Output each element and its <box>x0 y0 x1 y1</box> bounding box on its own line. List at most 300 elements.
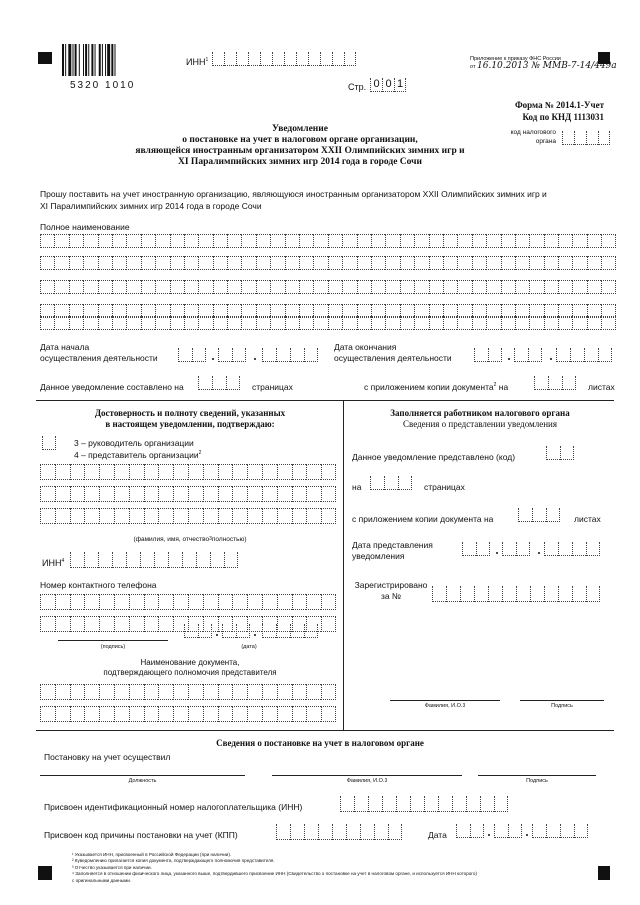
input-cell[interactable] <box>227 316 241 330</box>
input-cell[interactable] <box>69 280 83 294</box>
input-cell[interactable] <box>144 706 159 722</box>
input-cell[interactable] <box>114 508 129 524</box>
input-cell[interactable] <box>170 316 184 330</box>
input-cell[interactable] <box>213 316 227 330</box>
input-cell[interactable] <box>354 796 368 812</box>
input-cell[interactable] <box>562 131 574 145</box>
input-cell[interactable] <box>203 486 218 502</box>
pages-count-cells[interactable] <box>198 376 240 390</box>
input-cell[interactable] <box>218 464 233 480</box>
input-cell[interactable] <box>198 256 212 270</box>
input-cell[interactable] <box>198 234 212 248</box>
input-cell[interactable] <box>544 280 558 294</box>
input-cell[interactable] <box>99 486 114 502</box>
input-cell[interactable] <box>562 376 576 390</box>
input-cell[interactable] <box>480 796 494 812</box>
input-cell[interactable] <box>256 234 270 248</box>
input-cell[interactable] <box>55 684 70 700</box>
input-cell[interactable] <box>213 234 227 248</box>
input-cell[interactable] <box>410 796 424 812</box>
input-cell[interactable] <box>99 706 114 722</box>
input-cell[interactable] <box>306 486 321 502</box>
input-cell[interactable] <box>598 348 612 362</box>
input-cell[interactable] <box>587 256 601 270</box>
input-cell[interactable] <box>212 52 224 66</box>
input-cell[interactable] <box>270 256 284 270</box>
input-cell[interactable] <box>188 486 203 502</box>
input-cell[interactable] <box>154 552 168 568</box>
input-cell[interactable] <box>285 280 299 294</box>
input-cell[interactable] <box>69 256 83 270</box>
input-cell[interactable] <box>218 594 233 610</box>
input-cell[interactable] <box>98 316 112 330</box>
input-cell[interactable] <box>486 256 500 270</box>
input-cell[interactable] <box>98 552 112 568</box>
input-cell[interactable] <box>357 280 371 294</box>
input-cell[interactable] <box>218 706 233 722</box>
input-cell[interactable] <box>342 256 356 270</box>
input-cell[interactable] <box>232 684 247 700</box>
input-cell[interactable] <box>277 508 292 524</box>
input-cell[interactable] <box>144 508 159 524</box>
input-cell[interactable] <box>587 234 601 248</box>
input-cell[interactable] <box>241 234 255 248</box>
input-cell[interactable] <box>192 348 206 362</box>
input-cell[interactable] <box>572 586 586 602</box>
input-cell[interactable] <box>198 624 212 638</box>
input-cell[interactable] <box>276 624 290 638</box>
input-cell[interactable] <box>173 594 188 610</box>
input-cell[interactable] <box>184 280 198 294</box>
input-cell[interactable] <box>584 348 598 362</box>
input-cell[interactable] <box>385 280 399 294</box>
input-cell[interactable] <box>486 316 500 330</box>
input-cell[interactable] <box>529 256 543 270</box>
input-cell[interactable] <box>218 508 233 524</box>
input-cell[interactable] <box>529 234 543 248</box>
input-cell[interactable] <box>516 542 530 556</box>
input-cell[interactable] <box>84 684 99 700</box>
input-cell[interactable] <box>226 376 240 390</box>
input-cell[interactable] <box>129 594 144 610</box>
input-cell[interactable] <box>144 464 159 480</box>
input-cell[interactable] <box>210 552 224 568</box>
input-cell[interactable] <box>558 234 572 248</box>
full-name-row-3[interactable] <box>40 280 616 294</box>
input-cell[interactable] <box>558 280 572 294</box>
input-cell[interactable] <box>140 552 154 568</box>
input-cell[interactable] <box>382 796 396 812</box>
input-cell[interactable] <box>272 52 284 66</box>
input-cell[interactable] <box>129 706 144 722</box>
input-cell[interactable] <box>155 234 169 248</box>
input-cell[interactable] <box>40 316 54 330</box>
input-cell[interactable] <box>129 684 144 700</box>
input-cell[interactable] <box>284 52 296 66</box>
full-name-row-1[interactable] <box>40 234 616 248</box>
fio-row-2[interactable] <box>40 486 336 502</box>
input-cell[interactable] <box>170 234 184 248</box>
input-cell[interactable] <box>374 824 388 840</box>
input-cell[interactable] <box>141 316 155 330</box>
input-cell[interactable] <box>488 586 502 602</box>
input-cell[interactable] <box>318 824 332 840</box>
input-cell[interactable] <box>84 508 99 524</box>
input-cell[interactable] <box>158 508 173 524</box>
input-cell[interactable] <box>141 234 155 248</box>
input-cell[interactable] <box>587 280 601 294</box>
input-cell[interactable] <box>515 280 529 294</box>
input-cell[interactable] <box>55 594 70 610</box>
input-cell[interactable] <box>247 684 262 700</box>
input-cell[interactable] <box>470 824 484 838</box>
input-cell[interactable] <box>54 256 68 270</box>
input-cell[interactable] <box>472 234 486 248</box>
input-cell[interactable] <box>276 348 290 362</box>
input-cell[interactable] <box>54 234 68 248</box>
input-cell[interactable] <box>155 280 169 294</box>
input-cell[interactable] <box>277 706 292 722</box>
input-cell[interactable] <box>516 586 530 602</box>
input-cell[interactable] <box>129 464 144 480</box>
input-cell[interactable] <box>114 486 129 502</box>
input-cell[interactable] <box>112 552 126 568</box>
input-cell[interactable] <box>83 280 97 294</box>
start-date-day[interactable] <box>178 348 206 362</box>
input-cell[interactable] <box>188 508 203 524</box>
input-cell[interactable] <box>232 486 247 502</box>
input-cell[interactable] <box>262 594 277 610</box>
input-cell[interactable] <box>308 52 320 66</box>
full-name-row-5[interactable] <box>40 316 616 330</box>
input-cell[interactable] <box>342 280 356 294</box>
input-cell[interactable] <box>304 348 318 362</box>
input-cell[interactable] <box>248 52 260 66</box>
input-cell[interactable] <box>276 824 290 840</box>
input-cell[interactable] <box>112 280 126 294</box>
bottom-date-year[interactable] <box>532 824 588 838</box>
input-cell[interactable] <box>40 684 55 700</box>
signer-inn-cells[interactable] <box>70 552 238 568</box>
input-cell[interactable] <box>328 280 342 294</box>
input-cell[interactable] <box>548 376 562 390</box>
input-cell[interactable] <box>262 684 277 700</box>
input-cell[interactable] <box>432 586 446 602</box>
input-cell[interactable] <box>476 542 490 556</box>
input-cell[interactable] <box>414 280 428 294</box>
input-cell[interactable] <box>40 464 55 480</box>
input-cell[interactable] <box>544 542 558 556</box>
input-cell[interactable] <box>474 586 488 602</box>
input-cell[interactable] <box>572 234 586 248</box>
input-cell[interactable] <box>290 348 304 362</box>
input-cell[interactable] <box>84 594 99 610</box>
input-cell[interactable] <box>262 486 277 502</box>
input-cell[interactable] <box>368 796 382 812</box>
input-cell[interactable] <box>370 476 384 490</box>
input-cell[interactable] <box>313 256 327 270</box>
registration-number-cells[interactable] <box>432 586 600 602</box>
input-cell[interactable] <box>277 594 292 610</box>
input-cell[interactable] <box>296 52 308 66</box>
input-cell[interactable] <box>328 256 342 270</box>
input-cell[interactable] <box>70 552 84 568</box>
input-cell[interactable] <box>299 280 313 294</box>
input-cell[interactable] <box>40 256 54 270</box>
input-cell[interactable] <box>306 464 321 480</box>
input-cell[interactable] <box>486 234 500 248</box>
input-cell[interactable] <box>218 684 233 700</box>
input-cell[interactable] <box>332 52 344 66</box>
input-cell[interactable] <box>99 508 114 524</box>
input-cell[interactable]: 0 <box>382 78 394 92</box>
input-cell[interactable] <box>346 824 360 840</box>
input-cell[interactable] <box>241 256 255 270</box>
input-cell[interactable] <box>429 256 443 270</box>
phone-row-1[interactable] <box>40 594 336 610</box>
input-cell[interactable] <box>313 316 327 330</box>
input-cell[interactable] <box>141 280 155 294</box>
input-cell[interactable] <box>42 436 56 450</box>
input-cell[interactable] <box>328 234 342 248</box>
input-cell[interactable] <box>141 256 155 270</box>
input-cell[interactable] <box>560 446 574 460</box>
page-number-cells[interactable] <box>370 78 406 92</box>
input-cell[interactable] <box>198 376 212 390</box>
input-cell[interactable] <box>313 280 327 294</box>
input-cell[interactable] <box>443 280 457 294</box>
input-cell[interactable] <box>69 234 83 248</box>
input-cell[interactable] <box>218 486 233 502</box>
input-cell[interactable] <box>601 256 615 270</box>
input-cell[interactable] <box>112 234 126 248</box>
input-cell[interactable] <box>515 256 529 270</box>
input-cell[interactable] <box>270 280 284 294</box>
input-cell[interactable] <box>40 594 55 610</box>
input-cell[interactable] <box>474 348 488 362</box>
input-cell[interactable] <box>129 616 144 632</box>
input-cell[interactable] <box>344 52 356 66</box>
input-cell[interactable] <box>357 256 371 270</box>
input-cell[interactable] <box>277 464 292 480</box>
input-cell[interactable] <box>155 316 169 330</box>
input-cell[interactable] <box>530 586 544 602</box>
input-cell[interactable] <box>170 280 184 294</box>
input-cell[interactable] <box>112 256 126 270</box>
input-cell[interactable] <box>340 796 354 812</box>
input-cell[interactable] <box>400 256 414 270</box>
input-cell[interactable] <box>173 486 188 502</box>
input-cell[interactable] <box>129 508 144 524</box>
input-cell[interactable] <box>114 464 129 480</box>
input-cell[interactable] <box>586 542 600 556</box>
input-cell[interactable] <box>55 464 70 480</box>
input-cell[interactable] <box>241 280 255 294</box>
input-cell[interactable] <box>396 796 410 812</box>
input-cell[interactable] <box>546 446 560 460</box>
input-cell[interactable] <box>70 486 85 502</box>
bottom-date-day[interactable] <box>456 824 484 838</box>
input-cell[interactable] <box>277 486 292 502</box>
input-cell[interactable] <box>501 280 515 294</box>
input-cell[interactable] <box>69 316 83 330</box>
input-cell[interactable] <box>40 486 55 502</box>
input-cell[interactable] <box>70 594 85 610</box>
input-cell[interactable] <box>158 594 173 610</box>
signer-type-cell[interactable] <box>42 436 56 450</box>
input-cell[interactable] <box>158 486 173 502</box>
input-cell[interactable] <box>544 234 558 248</box>
input-cell[interactable] <box>529 280 543 294</box>
input-cell[interactable] <box>586 586 600 602</box>
input-cell[interactable] <box>40 234 54 248</box>
input-cell[interactable] <box>494 796 508 812</box>
input-cell[interactable] <box>224 552 238 568</box>
input-cell[interactable] <box>84 616 99 632</box>
input-cell[interactable] <box>83 234 97 248</box>
input-cell[interactable] <box>224 52 236 66</box>
input-cell[interactable] <box>247 594 262 610</box>
input-cell[interactable] <box>414 316 428 330</box>
input-cell[interactable] <box>544 586 558 602</box>
input-cell[interactable] <box>371 316 385 330</box>
input-cell[interactable] <box>472 316 486 330</box>
input-cell[interactable] <box>227 280 241 294</box>
input-cell[interactable] <box>70 684 85 700</box>
input-cell[interactable] <box>400 280 414 294</box>
input-cell[interactable] <box>40 280 54 294</box>
input-cell[interactable] <box>84 464 99 480</box>
input-cell[interactable] <box>446 586 460 602</box>
input-cell[interactable] <box>213 280 227 294</box>
input-cell[interactable] <box>320 52 332 66</box>
input-cell[interactable] <box>203 594 218 610</box>
input-cell[interactable] <box>247 706 262 722</box>
tax-office-code-cells[interactable] <box>562 131 610 145</box>
input-cell[interactable] <box>184 256 198 270</box>
input-cell[interactable] <box>299 234 313 248</box>
submission-date-year[interactable] <box>544 542 600 556</box>
input-cell[interactable] <box>574 824 588 838</box>
input-cell[interactable] <box>457 256 471 270</box>
input-cell[interactable] <box>572 316 586 330</box>
input-cell[interactable] <box>232 594 247 610</box>
input-cell[interactable] <box>457 280 471 294</box>
input-cell[interactable] <box>184 316 198 330</box>
bottom-date-month[interactable] <box>494 824 522 838</box>
input-cell[interactable] <box>321 486 336 502</box>
input-cell[interactable] <box>321 684 336 700</box>
input-cell[interactable] <box>290 624 304 638</box>
input-cell[interactable] <box>456 824 470 838</box>
fio-row-3[interactable] <box>40 508 336 524</box>
input-cell[interactable] <box>572 280 586 294</box>
input-cell[interactable] <box>546 508 560 522</box>
input-cell[interactable] <box>486 280 500 294</box>
input-cell[interactable] <box>203 684 218 700</box>
input-cell[interactable] <box>544 256 558 270</box>
input-cell[interactable] <box>285 316 299 330</box>
submitted-code-cell[interactable] <box>546 446 574 460</box>
input-cell[interactable] <box>227 234 241 248</box>
input-cell[interactable] <box>429 280 443 294</box>
input-cell[interactable] <box>173 706 188 722</box>
input-cell[interactable] <box>385 316 399 330</box>
input-cell[interactable] <box>292 706 307 722</box>
input-cell[interactable] <box>55 616 70 632</box>
input-cell[interactable] <box>400 316 414 330</box>
input-cell[interactable] <box>502 586 516 602</box>
input-cell[interactable] <box>321 616 336 632</box>
input-cell[interactable] <box>321 706 336 722</box>
input-cell[interactable] <box>429 234 443 248</box>
input-cell[interactable] <box>528 348 542 362</box>
start-date-month[interactable] <box>218 348 246 362</box>
input-cell[interactable] <box>262 508 277 524</box>
input-cell[interactable] <box>270 316 284 330</box>
input-cell[interactable] <box>144 684 159 700</box>
input-cell[interactable] <box>203 464 218 480</box>
input-cell[interactable] <box>256 280 270 294</box>
input-cell[interactable] <box>40 616 55 632</box>
input-cell[interactable] <box>98 234 112 248</box>
input-cell[interactable] <box>40 706 55 722</box>
input-cell[interactable] <box>574 131 586 145</box>
input-cell[interactable] <box>126 280 140 294</box>
input-cell[interactable] <box>518 508 532 522</box>
input-cell[interactable] <box>99 684 114 700</box>
input-cell[interactable] <box>114 706 129 722</box>
input-cell[interactable] <box>129 486 144 502</box>
input-cell[interactable] <box>98 280 112 294</box>
input-cell[interactable] <box>501 316 515 330</box>
input-cell[interactable] <box>227 256 241 270</box>
input-cell[interactable] <box>173 684 188 700</box>
input-cell[interactable] <box>126 316 140 330</box>
input-cell[interactable] <box>357 316 371 330</box>
input-cell[interactable] <box>114 684 129 700</box>
input-cell[interactable] <box>158 616 173 632</box>
input-cell[interactable] <box>196 552 210 568</box>
input-cell[interactable] <box>247 508 262 524</box>
inn-top-cells[interactable] <box>212 52 356 66</box>
start-date-year[interactable] <box>262 348 318 362</box>
input-cell[interactable] <box>462 542 476 556</box>
input-cell[interactable] <box>601 280 615 294</box>
input-cell[interactable] <box>213 256 227 270</box>
input-cell[interactable] <box>598 131 610 145</box>
input-cell[interactable] <box>321 594 336 610</box>
input-cell[interactable] <box>40 508 55 524</box>
input-cell[interactable] <box>203 508 218 524</box>
input-cell[interactable] <box>371 280 385 294</box>
input-cell[interactable] <box>546 824 560 838</box>
input-cell[interactable] <box>99 464 114 480</box>
input-cell[interactable] <box>292 508 307 524</box>
input-cell[interactable] <box>443 316 457 330</box>
input-cell[interactable] <box>144 594 159 610</box>
input-cell[interactable] <box>170 256 184 270</box>
input-cell[interactable] <box>332 824 346 840</box>
input-cell[interactable] <box>385 234 399 248</box>
input-cell[interactable] <box>457 316 471 330</box>
input-cell[interactable] <box>262 348 276 362</box>
input-cell[interactable] <box>371 256 385 270</box>
input-cell[interactable] <box>99 594 114 610</box>
input-cell[interactable] <box>247 486 262 502</box>
input-cell[interactable] <box>299 256 313 270</box>
input-cell[interactable]: 1 <box>394 78 406 92</box>
